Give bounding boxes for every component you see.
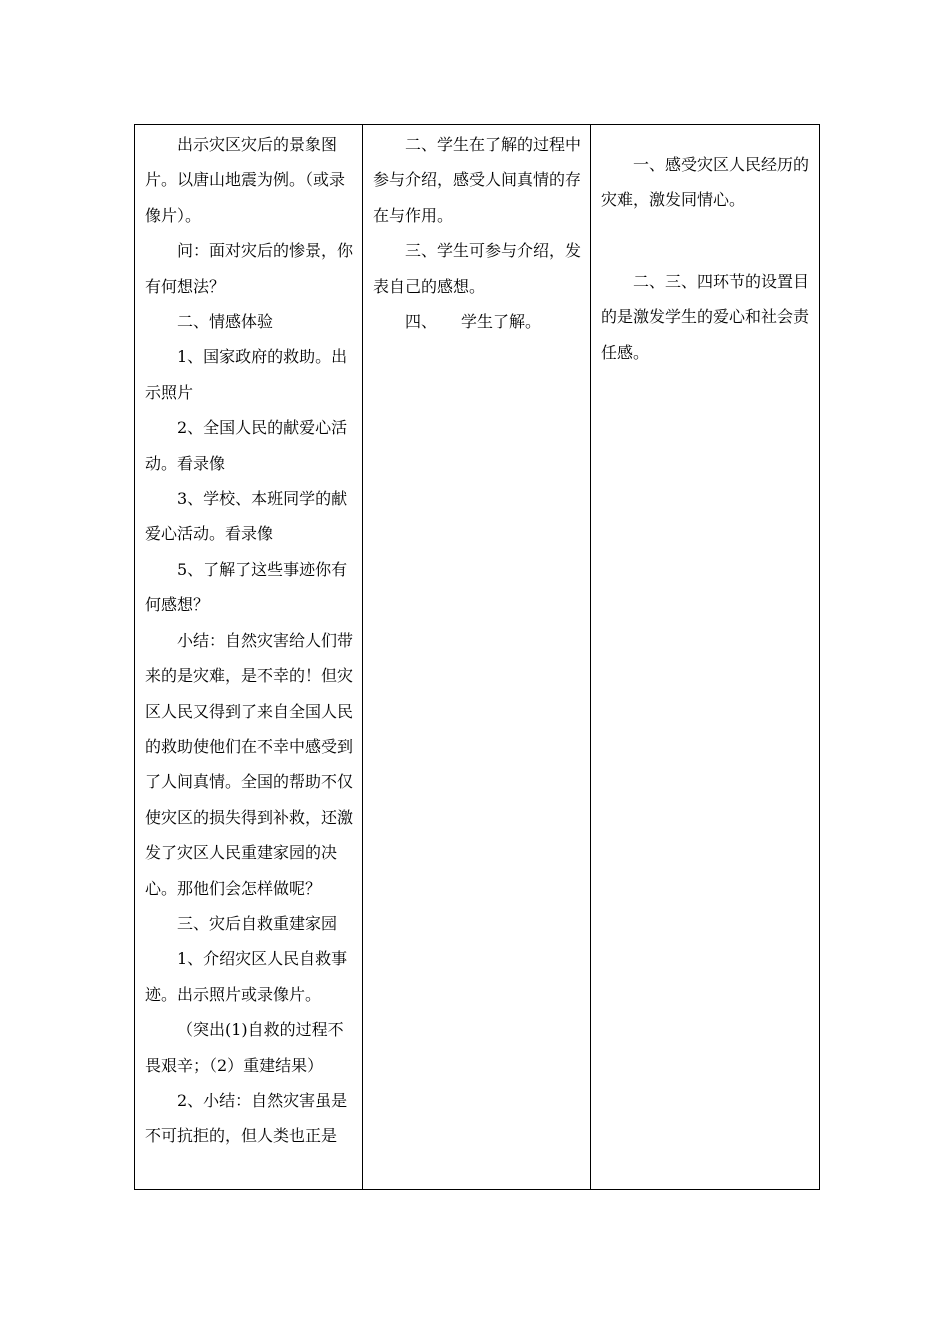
- paragraph: 一、感受灾区人民经历的灾难，激发同情心。: [601, 155, 810, 210]
- section-heading: 二、情感体验: [177, 312, 274, 332]
- paragraph: 3、学校、本班同学的献爱心活动。看录像: [145, 489, 348, 544]
- paragraph: 2、全国人民的献爱心活动。看录像: [145, 418, 348, 473]
- paragraph: 四、 学生了解。: [405, 312, 542, 332]
- paragraph: 二、三、四环节的设置目的是激发学生的爱心和社会责任感。: [601, 271, 810, 362]
- paragraph: 2、小结：自然灾害虽是不可抗拒的，但人类也正是: [145, 1090, 348, 1146]
- design-intent-cell: [591, 125, 820, 1190]
- lesson-table: [134, 124, 820, 1190]
- paragraph: 1、国家政府的救助。出示照片: [145, 347, 348, 402]
- teacher-activity-cell: [135, 125, 363, 1190]
- section-heading: 三、灾后自救重建家园: [177, 913, 338, 933]
- student-activity-cell: [363, 125, 591, 1190]
- paragraph: （突出(1)自救的过程不畏艰辛；（2）重建结果）: [145, 1020, 344, 1075]
- paragraph: 出示灾区灾后的景象图片。以唐山地震为例。（或录像片）。: [145, 135, 346, 225]
- table-row: [135, 125, 820, 1190]
- paragraph: 二、学生在了解的过程中参与介绍，感受人间真情的存在与作用。: [373, 135, 582, 225]
- summary-paragraph: 小结：自然灾害给人们带来的是灾难，是不幸的！但灾区人民又得到了来自全国人民的救助使他们在不幸中感受到了人间真情。全国的帮助不仅使灾区的损失得到补救，还激发了灾区人民重建家园的决心。那他们会怎样做呢？: [145, 630, 354, 898]
- paragraph: 三、学生可参与介绍，发表自己的感想。: [373, 241, 582, 296]
- paragraph: 1、介绍灾区人民自救事迹。出示照片或录像片。: [145, 949, 348, 1004]
- paragraph: 5、了解了这些事迹你有何感想？: [145, 559, 348, 615]
- paragraph: 问：面对灾后的惨景，你有何想法？: [145, 241, 354, 296]
